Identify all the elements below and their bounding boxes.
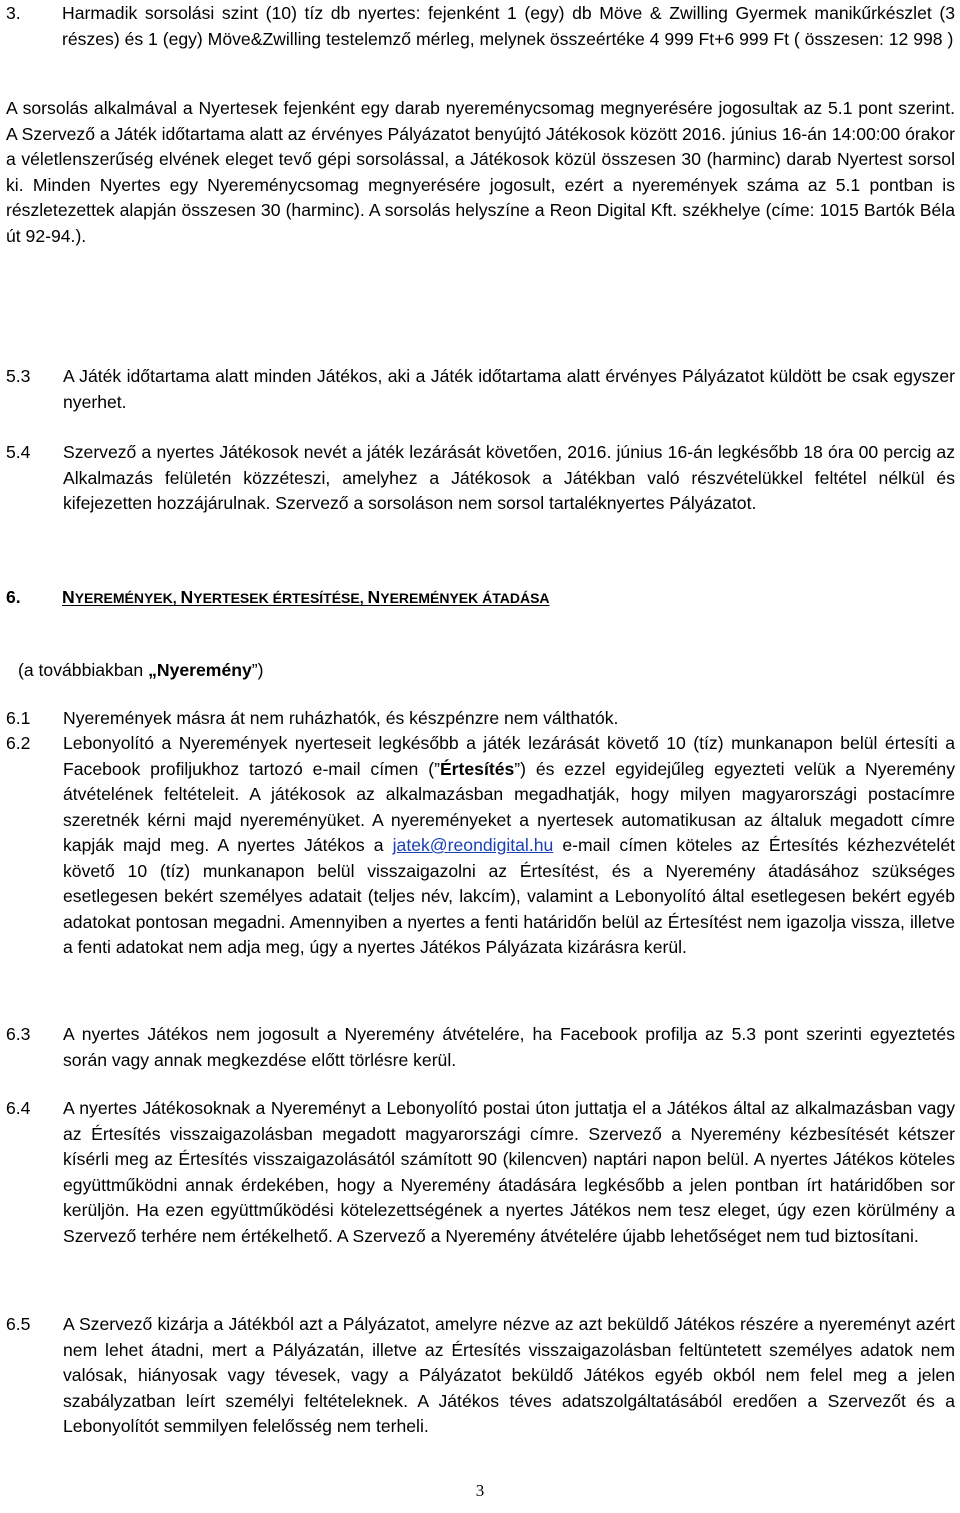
page-number: 3	[475, 1481, 485, 1500]
section-6-2	[6, 731, 955, 961]
section-number: 6.3	[6, 1024, 31, 1044]
list-item-3	[6, 1, 955, 52]
defined-term: Értesítés	[439, 758, 515, 779]
item-text: Harmadik sorsolási szint (10) tíz db nyertes: fejenként 1 (egy) db Möve & Zwilling Gyermek manikűrkészlet (3 részes) és 1 (egy) Möve&Zwilling testelemző mérleg, melynek összeértéke 4 999 Ft+6 999 Ft ( összesen: 12 998 )	[62, 3, 955, 49]
definition-note: (a továbbiakban „Nyeremény”)	[18, 660, 264, 680]
defined-term: „Nyeremény	[148, 660, 252, 680]
section-number: 5.4	[6, 442, 31, 462]
section-5-3	[6, 364, 955, 415]
section-6-3	[6, 1022, 955, 1073]
section-text: A nyertes Játékosoknak a Nyereményt a Lebonyolító postai úton juttatja el a Játékos által az alkalmazásban vagy az Értesítés visszaigazolásban megadott magyarországi címre. Szervező a Nyeremény kézbesítését kétszer kísérli meg az Értesítés visszaigazolásától számított 90 (kilencven) naptári napon belül. A nyertes Játékos köteles együttműködni annak érdekében, hogy a Nyeremény átadására legkésőbb a jelen pontban írt határidőben sor kerüljön. Ha ezen együttműködési kötelezettségének a nyertes Játékos nem tesz eleget, úgy ezen körülmény a Szervező terhére nem értékelhető. A Szervező a Nyeremény átvételére újabb lehetőséget nem tud biztosítani.	[63, 1098, 955, 1246]
item-number: 3.	[6, 3, 21, 23]
draw-paragraph: A sorsolás alkalmával a Nyertesek fejenként egy darab nyereménycsomag megnyerésére jogosultak az 5.1 pont szerint. A Szervező a Játék időtartama alatt az érvényes Pályázatot benyújtó Játékosok között 2016. június 16-án 14:00:00 órakor a véletlenszerűség elvének eleget tevő gépi sorsolással, a Játékosok közül összesen 30 (harminc) darab Nyertest sorsol ki. Minden Nyertes egy Nyereménycsomag megnyerésére jogosult, ezért a nyeremények száma az 5.1 pontban is részletezettek alapján összesen 30 (harminc). A sorsolás helyszíne a Reon Digital Kft. székhelye (címe: 1015 Bartók Béla út 92-94.).	[6, 98, 955, 246]
section-text: A Szervező kizárja a Játékból azt a Pályázatot, amelyre nézve az azt beküldő Játékos részére a nyereményt azért nem lehet átadni, mert a Pályázatán, illetve az Értesítés visszaigazolásban feltüntetett személyes adatok nem valósak, hiányosak vagy tévesek, vagy a Pályázatot beküldő Játékos egyéb okból nem felel meg a jelen szabályzatban leírt személyi feltételeknek. A Játékos téves adatszolgáltatásából eredően a Szervezőt és a Lebonyolítót semmilyen felelősség nem terheli.	[63, 1314, 955, 1436]
section-number: 6.4	[6, 1098, 31, 1118]
section-text: Szervező a nyertes Játékosok nevét a játék lezárását követően, 2016. június 16-án legkésőbb 18 óra 00 percig az Alkalmazás felületén közzéteszi, amelyhez a Játékosok a Játékban való részvételükkel feltétel nélkül és kifejezetten hozzájárulnak. Szervező a sorsoláson nem sorsol tartaléknyertes Pályázatot.	[63, 442, 955, 513]
section-6-1	[6, 706, 955, 732]
section-text: A nyertes Játékos nem jogosult a Nyeremény átvételére, ha Facebook profilja az 5.3 pont szerinti egyeztetés során vagy annak megkezdése előtt törlésre kerül.	[63, 1024, 955, 1070]
email-link[interactable]: jatek@reondigital.hu	[392, 835, 554, 855]
section-number: 6.2	[6, 733, 31, 753]
heading-number: 6.	[6, 587, 21, 607]
section-6-5	[6, 1312, 955, 1440]
section-text: Nyeremények másra át nem ruházhatók, és készpénzre nem válthatók.	[63, 708, 619, 728]
section-number: 5.3	[6, 366, 31, 386]
section-number: 6.5	[6, 1314, 31, 1334]
section-text: A Játék időtartama alatt minden Játékos, aki a Játék időtartama alatt érvényes Pályázatot küldött be csak egyszer nyerhet.	[63, 366, 955, 412]
section-5-4	[6, 440, 955, 517]
section-6-4	[6, 1096, 955, 1249]
section-text: Lebonyolító a Nyeremények nyerteseit legkésőbb a játék lezárását követő 10 (tíz) munkanapon belül értesíti a Facebook profiljukhoz tartozó e-mail címen (”Értesítés”) és ezzel egyidejűleg egyezteti velük a Nyeremény átvételének feltételeit. A játékosok az alkalmazásban megadhatják, hogy milyen magyarországi postacímre szeretnék kérni majd nyereményüket. A nyereményeket a nyertesek automatikusan az általuk megadott címre kapják majd meg. A nyertes Játékos a jatek@reondigital.hu e-mail címen köteles az Értesítés kézhezvételét követő 10 (tíz) munkanapon belül visszaigazolni az Értesítést, és a Nyeremény átadásához szükséges esetlegesen bekért személyes adatait (teljes név, lakcím), valamint a Lebonyolító által esetlegesen bekért egyéb adatokat pontosan megadni. Amennyiben a nyertes a fenti határidőn belül az Értesítést nem igazolja vissza, illetve a fenti adatokat nem adja meg, úgy a nyertes Játékos Pályázata kizárásra kerül.	[63, 733, 955, 957]
section-number: 6.1	[6, 708, 31, 728]
heading-title: NYEREMÉNYEK, NYERTESEK ÉRTESÍTÉSE, NYEREMÉNYEK ÁTADÁSA	[62, 587, 550, 607]
